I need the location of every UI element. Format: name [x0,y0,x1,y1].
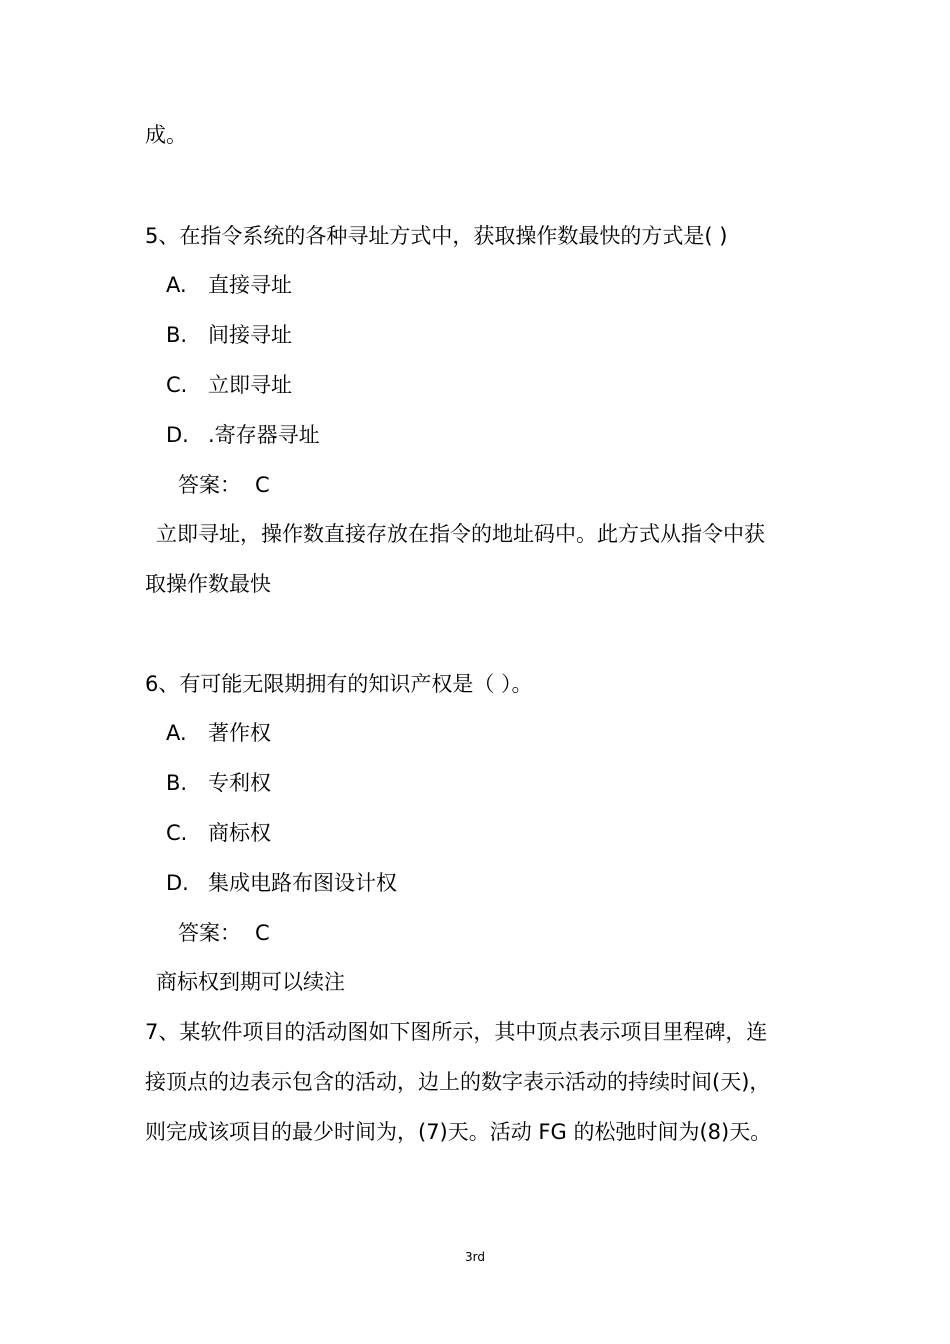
option-text: 专利权 [208,771,271,795]
q6-option-b [166,769,271,797]
page-number: 3rd [465,1250,485,1264]
q5-option-d [166,421,320,449]
option-letter: B. [166,323,188,347]
option-letter: D. [166,423,189,447]
answer-value: C [255,921,270,945]
answer-label: 答案： [178,921,241,945]
option-letter: C. [166,373,188,397]
q5-option-c [166,371,292,399]
q6-option-d [166,869,397,897]
option-text: 集成电路布图设计权 [208,871,397,895]
question-7-line-3: 则完成该项目的最少时间为，(7)天。活动 FG 的松弛时间为(8)天。 [145,1120,772,1144]
q6-answer [178,919,270,947]
question-7-line-2: 接顶点的边表示包含的活动，边上的数字表示活动的持续时间(天)， [145,1070,771,1094]
option-text: 直接寻址 [208,273,292,297]
q5-option-b [166,321,292,349]
option-letter: A. [166,273,187,297]
continuation-text: 成。 [145,123,187,147]
q5-explanation-line-2: 取操作数最快 [145,572,271,596]
q6-option-c [166,819,271,847]
option-text: 立即寻址 [208,373,292,397]
question-6-stem: 6、有可能无限期拥有的知识产权是（ ）。 [145,672,533,696]
q5-answer [178,471,270,499]
option-text: 商标权 [208,821,271,845]
option-letter: A. [166,721,187,745]
q6-option-a [166,719,271,747]
q5-explanation-line-1: 立即寻址，操作数直接存放在指令的地址码中。此方式从指令中获 [156,522,765,546]
option-text: 间接寻址 [208,323,292,347]
option-letter: B. [166,771,188,795]
option-letter: C. [166,821,188,845]
question-5-stem: 5、在指令系统的各种寻址方式中，获取操作数最快的方式是( ) [145,224,728,248]
question-7-line-1: 7、某软件项目的活动图如下图所示，其中顶点表示项目里程碑，连 [145,1020,768,1044]
option-letter: D. [166,871,189,895]
q6-explanation: 商标权到期可以续注 [156,970,345,994]
option-text: 著作权 [208,721,271,745]
answer-value: C [255,473,270,497]
q5-option-a [166,271,292,299]
answer-label: 答案： [178,473,241,497]
option-text: .寄存器寻址 [208,423,320,447]
